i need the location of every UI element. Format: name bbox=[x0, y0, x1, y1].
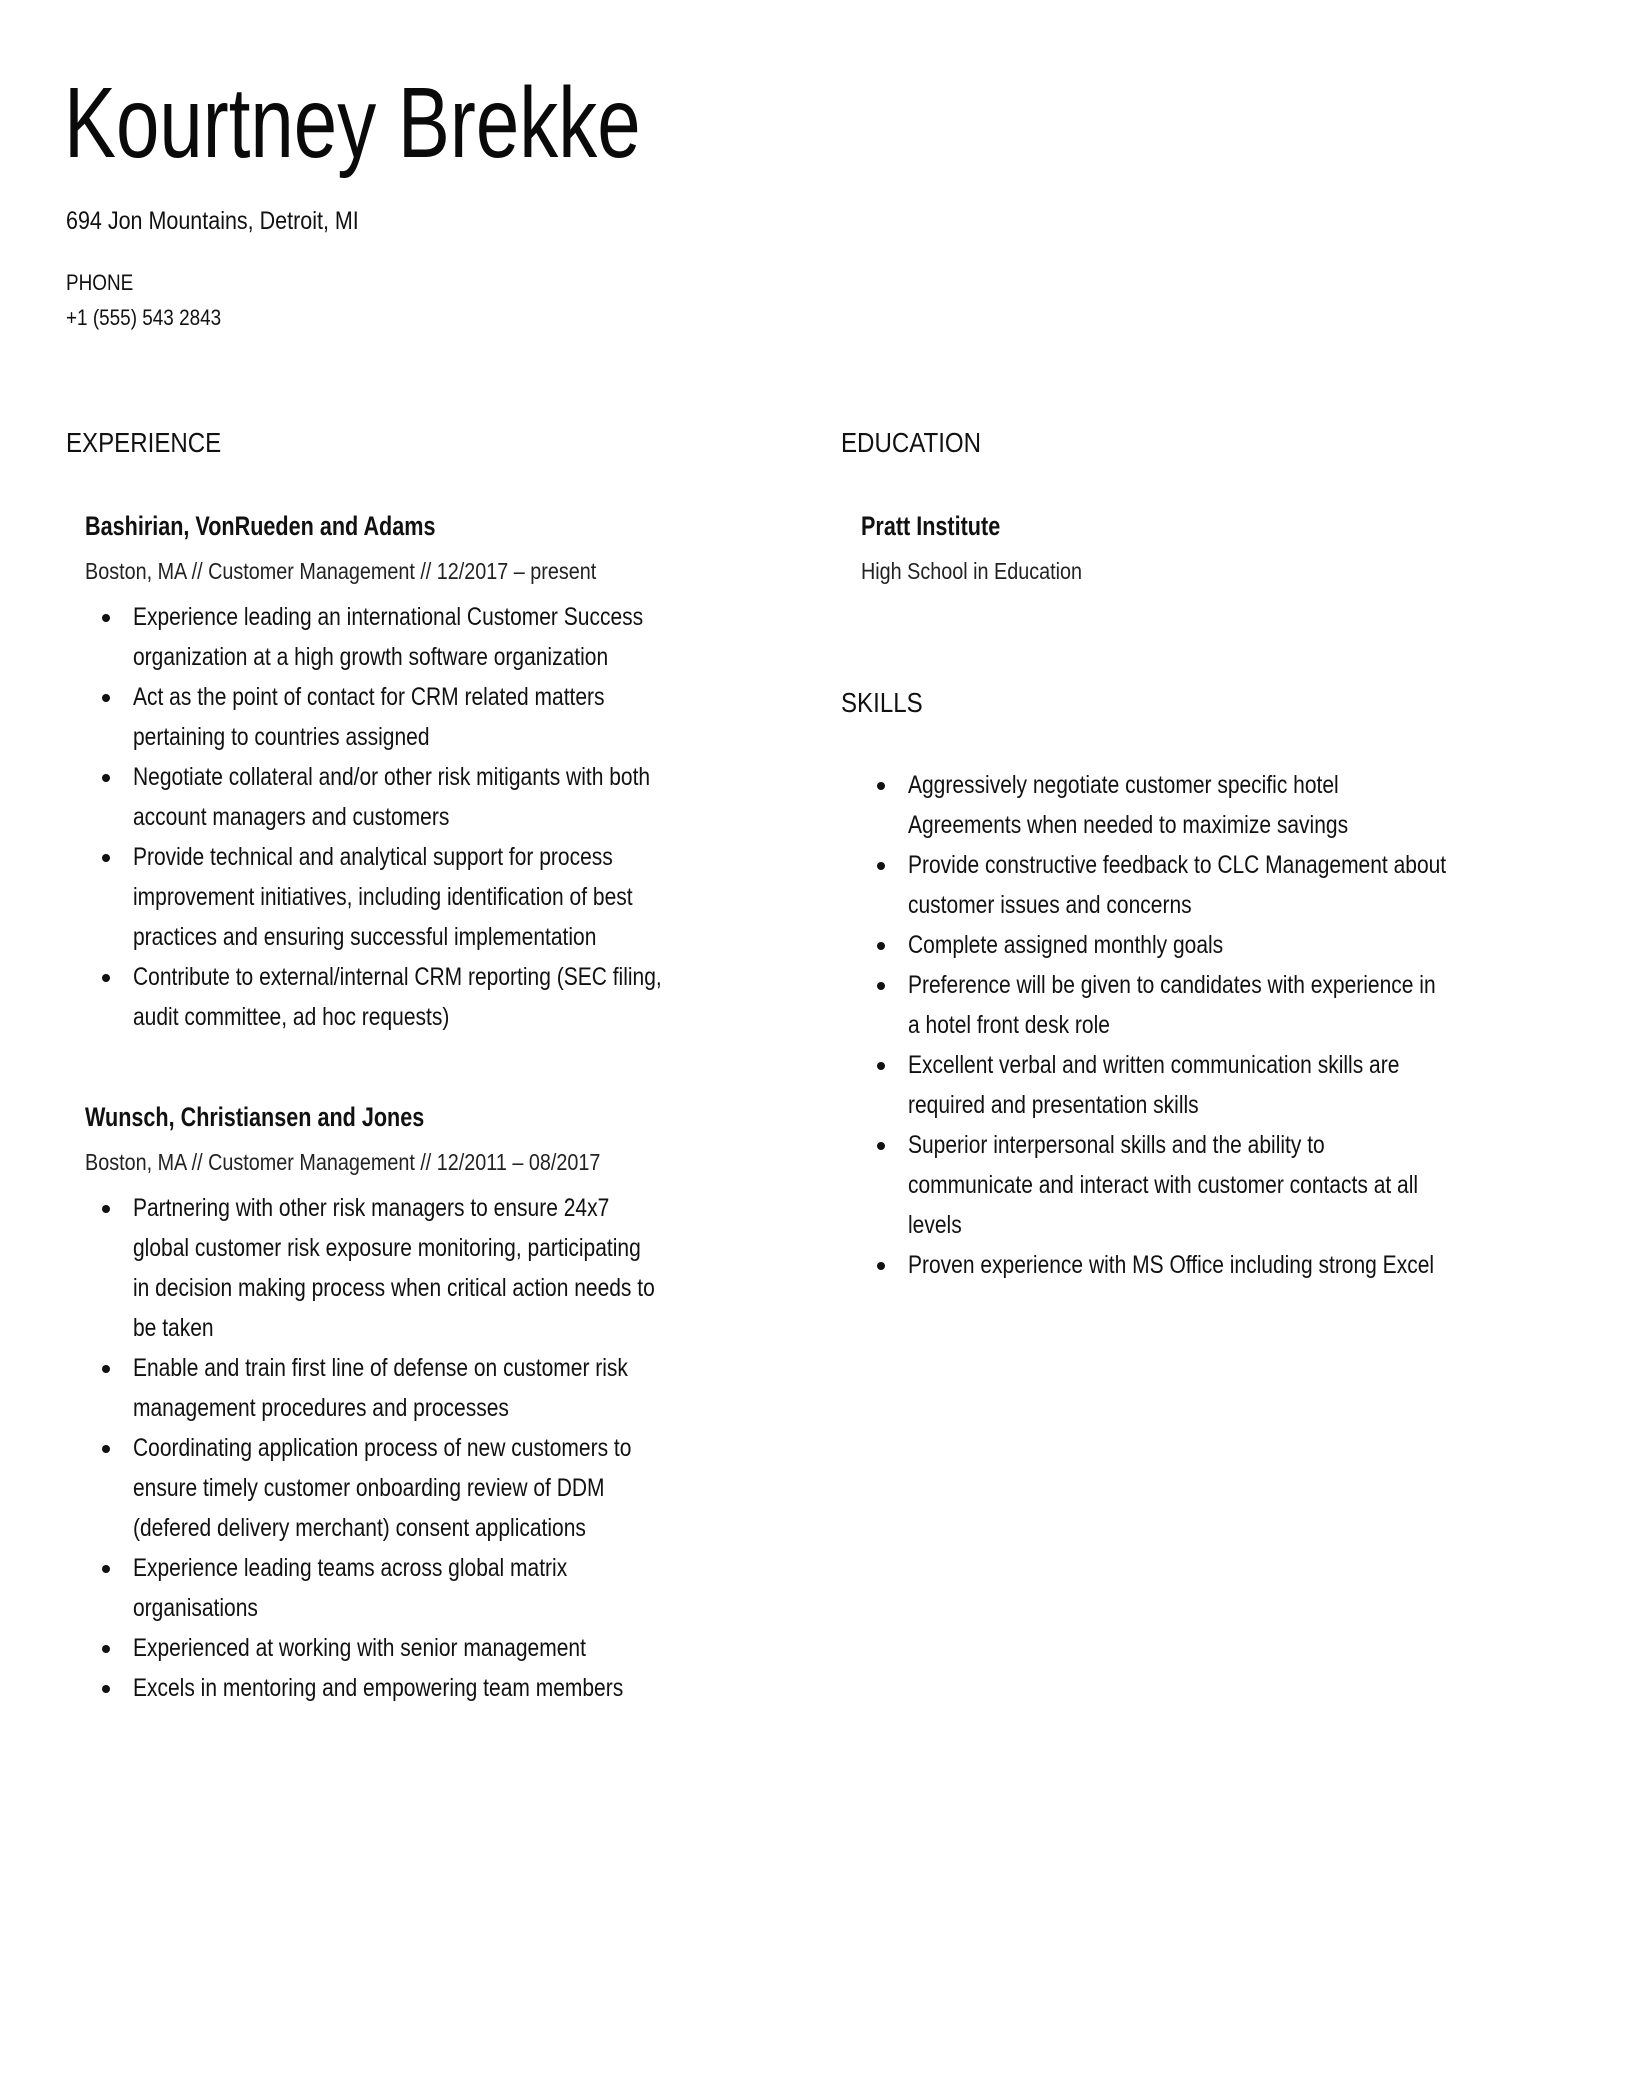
job-company-text: Bashirian, VonRueden and Adams bbox=[85, 511, 436, 541]
bullet-line-text: Experienced at working with senior management bbox=[133, 1634, 586, 1662]
bullet-line-text: Experience leading an international Customer Success bbox=[133, 603, 644, 631]
bullet-line bbox=[102, 1188, 754, 1228]
bullet-line bbox=[877, 1125, 1549, 1165]
job-company-text: Wunsch, Christiansen and Jones bbox=[85, 1102, 425, 1132]
bullet-item bbox=[877, 1045, 1549, 1125]
bullet-line-text: Provide constructive feedback to CLC Management about bbox=[908, 851, 1447, 879]
bullet-dot-icon bbox=[102, 1445, 110, 1453]
bullet-line bbox=[102, 1388, 754, 1428]
bullet-line bbox=[877, 1085, 1549, 1125]
bullet-line bbox=[102, 1268, 754, 1308]
bullet-line-text: improvement initiatives, including identification of best bbox=[133, 883, 633, 911]
bullet-line bbox=[877, 1205, 1549, 1245]
bullet-item bbox=[877, 765, 1549, 845]
education-school bbox=[861, 510, 1035, 542]
bullet-line bbox=[102, 1428, 754, 1468]
bullet-line bbox=[877, 965, 1549, 1005]
job-bullet-list bbox=[102, 1188, 754, 1708]
candidate-name bbox=[64, 68, 803, 178]
bullet-line bbox=[102, 797, 762, 837]
bullet-dot-icon bbox=[877, 1142, 885, 1150]
bullet-line-text: (defered delivery merchant) consent applications bbox=[133, 1514, 586, 1542]
bullet-line-text: Proven experience with MS Office including strong Excel bbox=[908, 1251, 1435, 1279]
bullet-line-text: audit committee, ad hoc requests) bbox=[133, 1003, 450, 1031]
bullet-dot-icon bbox=[102, 1645, 110, 1653]
bullet-line bbox=[877, 885, 1549, 925]
bullet-dot-icon bbox=[877, 942, 885, 950]
bullet-item bbox=[877, 965, 1549, 1045]
bullet-line bbox=[102, 1228, 754, 1268]
bullet-item bbox=[102, 1668, 754, 1708]
bullet-line bbox=[102, 1468, 754, 1508]
bullet-line bbox=[877, 1005, 1549, 1045]
bullet-line bbox=[102, 677, 762, 717]
bullet-dot-icon bbox=[102, 1365, 110, 1373]
education-school-text: Pratt Institute bbox=[861, 511, 1001, 541]
bullet-line-text: practices and ensuring successful implementation bbox=[133, 923, 597, 951]
bullet-dot-icon bbox=[102, 774, 110, 782]
bullet-line bbox=[102, 917, 762, 957]
bullet-dot-icon bbox=[877, 1062, 885, 1070]
bullet-line-text: global customer risk exposure monitoring, participating bbox=[133, 1234, 641, 1262]
bullet-line-text: Complete assigned monthly goals bbox=[908, 931, 1224, 959]
bullet-line-text: Excels in mentoring and empowering team members bbox=[133, 1674, 624, 1702]
bullet-item bbox=[877, 1125, 1549, 1245]
bullet-item bbox=[877, 1245, 1549, 1285]
bullet-line bbox=[102, 1588, 754, 1628]
bullet-line-text: Superior interpersonal skills and the ability to bbox=[908, 1131, 1325, 1159]
bullet-line bbox=[102, 997, 762, 1037]
bullet-line bbox=[877, 1245, 1549, 1285]
bullet-item bbox=[102, 1188, 754, 1348]
bullet-item bbox=[102, 1428, 754, 1548]
bullet-line-text: required and presentation skills bbox=[908, 1091, 1199, 1119]
bullet-line bbox=[102, 1548, 754, 1588]
bullet-item bbox=[102, 957, 762, 1037]
bullet-line-text: organization at a high growth software organization bbox=[133, 643, 609, 671]
bullet-dot-icon bbox=[877, 782, 885, 790]
bullet-line-text: account managers and customers bbox=[133, 803, 450, 831]
education-heading bbox=[841, 426, 1004, 460]
bullet-line-text: Agreements when needed to maximize savings bbox=[908, 811, 1349, 839]
bullet-line-text: Coordinating application process of new customers to bbox=[133, 1434, 632, 1462]
bullet-line-text: customer issues and concerns bbox=[908, 891, 1192, 919]
bullet-line-text: a hotel front desk role bbox=[908, 1011, 1110, 1039]
bullet-line bbox=[102, 1628, 754, 1668]
bullet-line bbox=[877, 925, 1549, 965]
bullet-dot-icon bbox=[102, 1685, 110, 1693]
experience-heading-text: EXPERIENCE bbox=[66, 427, 222, 458]
bullet-line-text: Partnering with other risk managers to ensure 24x7 bbox=[133, 1194, 610, 1222]
bullet-dot-icon bbox=[877, 982, 885, 990]
bullet-line bbox=[102, 757, 762, 797]
job-meta bbox=[85, 557, 680, 585]
address-text: 694 Jon Mountains, Detroit, MI bbox=[66, 207, 359, 235]
bullet-line-text: Act as the point of contact for CRM related matters bbox=[133, 683, 605, 711]
job-meta-text: Boston, MA // Customer Management // 12/2011 – 08/2017 bbox=[85, 1149, 601, 1175]
job-bullet-list bbox=[102, 597, 762, 1037]
bullet-line-text: communicate and interact with customer contacts at all bbox=[908, 1171, 1419, 1199]
bullet-dot-icon bbox=[102, 614, 110, 622]
bullet-item bbox=[877, 845, 1549, 925]
job-company bbox=[85, 510, 523, 542]
phone-label bbox=[66, 270, 144, 296]
phone-label-text: PHONE bbox=[66, 270, 134, 295]
bullet-item bbox=[102, 1628, 754, 1668]
bullet-line-text: organisations bbox=[133, 1594, 258, 1622]
bullet-dot-icon bbox=[102, 854, 110, 862]
bullet-item bbox=[102, 677, 762, 757]
bullet-line bbox=[102, 717, 762, 757]
bullet-line-text: in decision making process when critical action needs to bbox=[133, 1274, 655, 1302]
skills-heading bbox=[841, 686, 936, 720]
bullet-line bbox=[102, 837, 762, 877]
bullet-line bbox=[877, 805, 1549, 845]
bullet-item bbox=[102, 837, 762, 957]
phone-number bbox=[66, 305, 246, 331]
bullet-item bbox=[877, 925, 1549, 965]
bullet-dot-icon bbox=[102, 1565, 110, 1573]
experience-heading bbox=[66, 426, 247, 460]
bullet-line-text: Negotiate collateral and/or other risk mitigants with both bbox=[133, 763, 651, 791]
bullet-line-text: Experience leading teams across global matrix bbox=[133, 1554, 568, 1582]
bullet-line-text: pertaining to countries assigned bbox=[133, 723, 430, 751]
candidate-name-text: Kourtney Brekke bbox=[64, 67, 641, 179]
bullet-line-text: Provide technical and analytical support for process bbox=[133, 843, 613, 871]
skills-bullet-list bbox=[877, 765, 1549, 1285]
skills-heading-text: SKILLS bbox=[841, 687, 923, 718]
bullet-item bbox=[102, 597, 762, 677]
bullet-line-text: levels bbox=[908, 1211, 962, 1239]
bullet-line bbox=[102, 1308, 754, 1348]
address bbox=[66, 206, 406, 236]
bullet-line-text: Contribute to external/internal CRM reporting (SEC filing, bbox=[133, 963, 662, 991]
bullet-dot-icon bbox=[877, 862, 885, 870]
bullet-line-text: management procedures and processes bbox=[133, 1394, 509, 1422]
bullet-line bbox=[102, 597, 762, 637]
bullet-line bbox=[102, 1508, 754, 1548]
bullet-item bbox=[102, 757, 762, 837]
bullet-line-text: Excellent verbal and written communication skills are bbox=[908, 1051, 1400, 1079]
education-degree-text: High School in Education bbox=[861, 558, 1083, 584]
bullet-line bbox=[877, 845, 1549, 885]
bullet-line bbox=[102, 637, 762, 677]
bullet-line-text: Preference will be given to candidates with experience in bbox=[908, 971, 1436, 999]
job-meta-text: Boston, MA // Customer Management // 12/2017 – present bbox=[85, 558, 597, 584]
bullet-item bbox=[102, 1348, 754, 1428]
phone-number-text: +1 (555) 543 2843 bbox=[66, 305, 222, 330]
bullet-line bbox=[877, 1165, 1549, 1205]
bullet-line bbox=[102, 1668, 754, 1708]
bullet-line bbox=[877, 1045, 1549, 1085]
education-heading-text: EDUCATION bbox=[841, 427, 982, 458]
bullet-line bbox=[102, 1348, 754, 1388]
bullet-dot-icon bbox=[102, 694, 110, 702]
bullet-line bbox=[877, 765, 1549, 805]
bullet-line-text: ensure timely customer onboarding review of DDM bbox=[133, 1474, 605, 1502]
job-company bbox=[85, 1101, 509, 1133]
bullet-line bbox=[102, 877, 762, 917]
education-degree bbox=[861, 557, 1118, 585]
bullet-item bbox=[102, 1548, 754, 1628]
bullet-dot-icon bbox=[102, 974, 110, 982]
bullet-line-text: Aggressively negotiate customer specific hotel bbox=[908, 771, 1339, 799]
bullet-dot-icon bbox=[877, 1262, 885, 1270]
job-meta bbox=[85, 1148, 684, 1176]
bullet-dot-icon bbox=[102, 1205, 110, 1213]
bullet-line-text: be taken bbox=[133, 1314, 214, 1342]
bullet-line-text: Enable and train first line of defense on customer risk bbox=[133, 1354, 628, 1382]
bullet-line bbox=[102, 957, 762, 997]
